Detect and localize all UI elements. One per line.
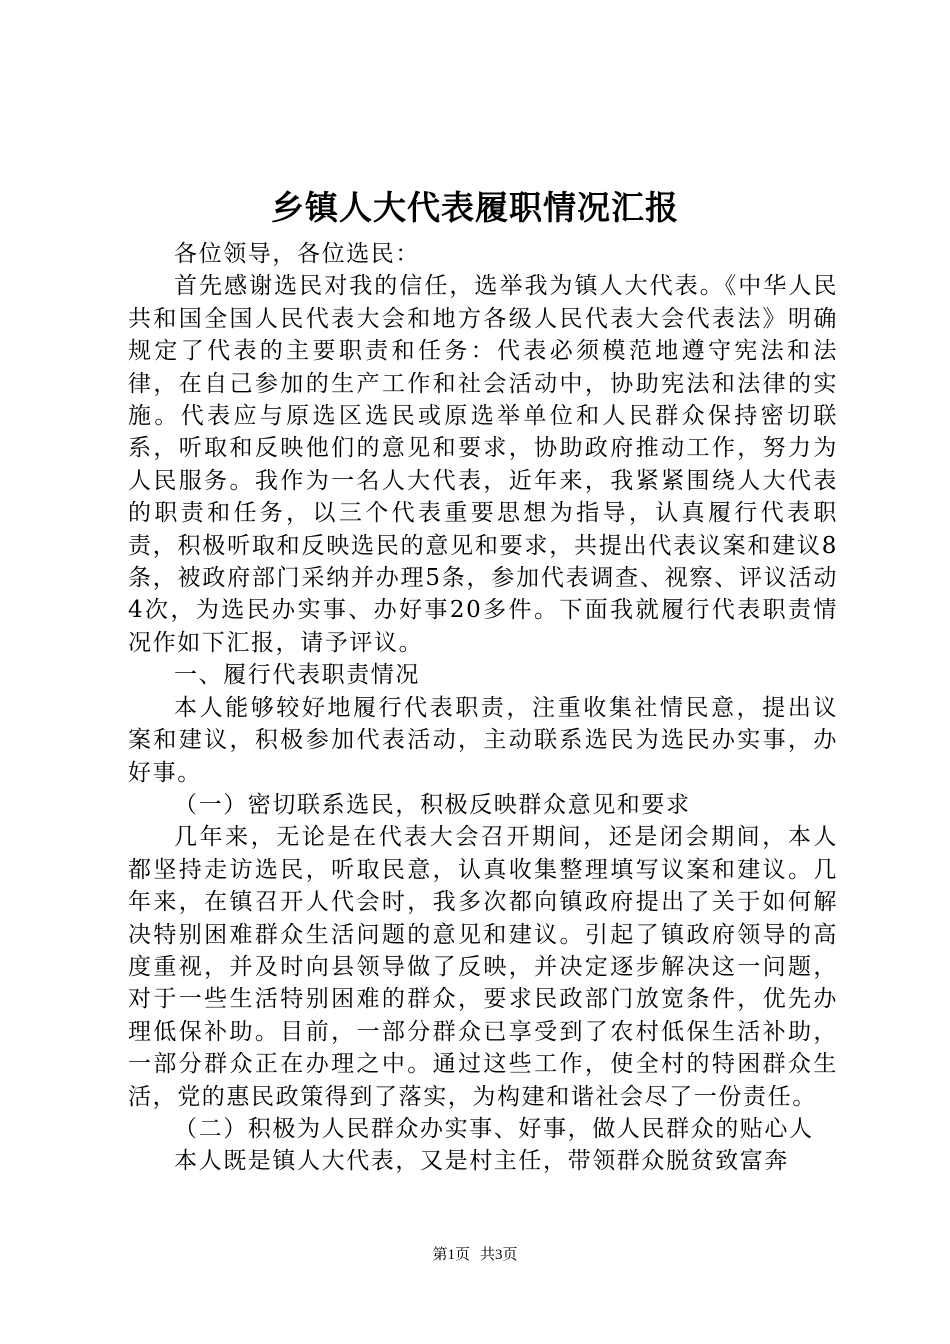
document-title: 乡镇人大代表履职情况汇报: [271, 188, 679, 227]
page-number: 第1页: [432, 1247, 470, 1263]
page-total: 共3页: [480, 1247, 518, 1263]
paragraph-subsection-1: 几年来，无论是在代表大会召开期间，还是闭会期间，本人都坚持走访选民，听取民意，认真收集整理填写议案和建议。几年来，在镇召开人代会时，我多次都向镇政府提出了关于如何解决特别困难群众生活问题的意见和建议。引起了镇政府领导的高度重视，并及时向县领导做了反映，并决定逐步解决这一问题，对于一些生活特别困难的群众，要求民政部门放宽条件，优先办理低保补助。目前，一部分群众已享受到了农村低保生活补助，一部分群众正在办理之中。通过这些工作，使全村的特困群众生活，党的惠民政策得到了落实，为构建和谐社会尽了一份责任。: [128, 824, 838, 1110]
subsection-heading-2: （二）积极为人民群众办实事、好事，做人民群众的贴心人: [174, 1115, 814, 1142]
document-body: [128, 238, 838, 1178]
paragraph-section-1-summary: 本人能够较好地履行代表职责，注重收集社情民意，提出议案和建议，积极参加代表活动，主动联系选民为选民办实事，办好事。: [128, 694, 838, 786]
paragraph-salutation: 各位领导，各位选民：: [174, 241, 420, 267]
paragraph-subsection-2-start: 本人既是镇人大代表，又是村主任，带领群众脱贫致富奔: [174, 1148, 789, 1175]
section-heading-1: 一、履行代表职责情况: [174, 662, 420, 689]
paragraph-introduction: 首先感谢选民对我的信任，选举我为镇人大代表。《中华人民共和国全国人民代表大会和地方各级人民代表大会代表法》明确规定了代表的主要职责和任务：代表必须模范地遵守宪法和法律，在自己参加的生产工作和社会活动中，协助宪法和法律的实施。代表应与原选区选民或原选举单位和人民群众保持密切联系，听取和反映他们的意见和要求，协助政府推动工作，努力为人民服务。我作为一名人大代表，近年来，我紧紧围绕人大代表的职责和任务，以三个代表重要思想为指导，认真履行代表职责，积极听取和反映选民的意见和要求，共提出代表议案和建议8条，被政府部门采纳并办理5条，参加代表调查、视察、评议活动4次，为选民办实事、办好事20多件。下面我就履行代表职责情况作如下汇报，请予评议。: [128, 273, 838, 656]
page-footer: [0, 1244, 950, 1266]
subsection-heading-1: （一）密切联系选民，积极反映群众意见和要求: [174, 791, 691, 818]
